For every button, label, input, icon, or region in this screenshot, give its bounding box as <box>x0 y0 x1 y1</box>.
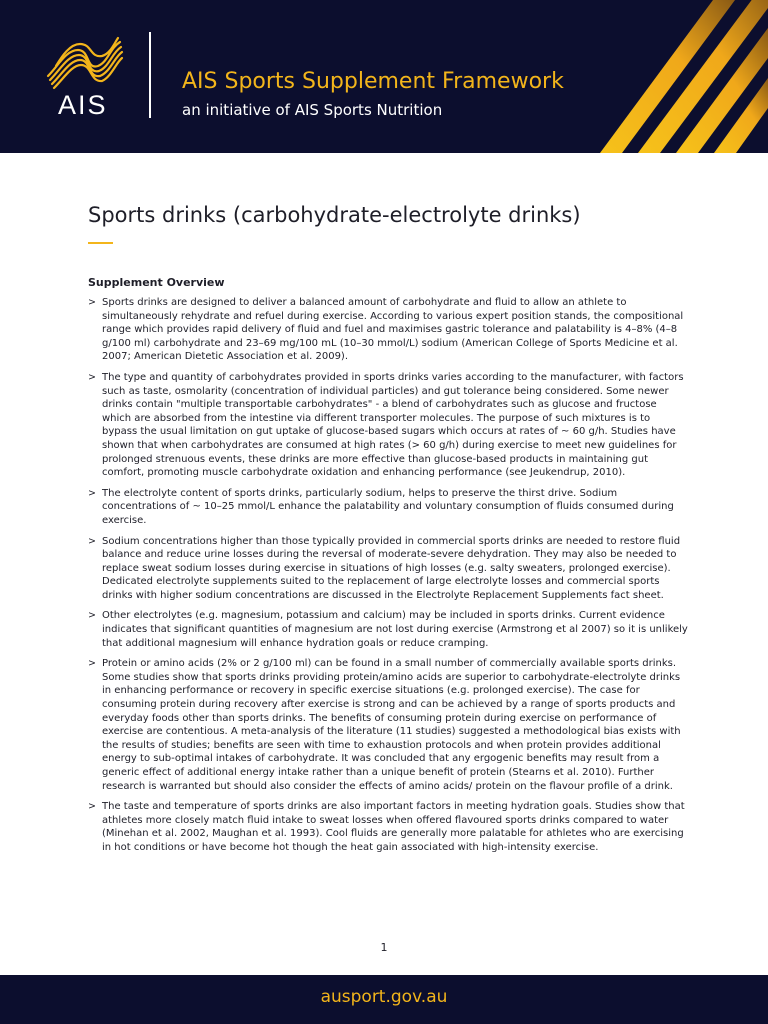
list-item: > The taste and temperature of sports drinks are also important factors in meeting hydration goals. Studies show that athletes more closely match fluid intake to sweat losses when offered flavoured sports drinks compared to water (Minehan et al. 2002, Maughan et al. 1993). Cool fluids are generally more palatable for athletes who are exercising in hot conditions or have become hot though the heat gain associated with high-intensity exercise. <box>88 800 688 854</box>
header-divider <box>149 32 151 118</box>
list-item: > The electrolyte content of sports drinks, particularly sodium, helps to preserve the thirst drive. Sodium concentrations of ~ 10–25 mmol/L enhance the palatability and voluntary consumption of fluids consumed during exercise. <box>88 487 688 528</box>
list-item: > Sodium concentrations higher than those typically provided in commercial sports drinks are needed to restore fluid balance and reduce urine losses during the reversal of moderate-severe dehydration. They may also be needed to replace sweat sodium losses during exercise in situations of high losses (e.g. salty sweaters, prolonged exercise). Dedicated electrolyte supplements suited to the replacement of large electrolyte losses and commercial sports drinks with higher sodium concentrations are discussed in the Electrolyte Replacement Supplements fact sheet. <box>88 535 688 603</box>
title-underline <box>88 242 113 244</box>
page-footer <box>0 975 768 1024</box>
list-item: > Sports drinks are designed to deliver a balanced amount of carbohydrate and fluid to allow an athlete to simultaneously rehydrate and refuel during exercise. According to various expert position stands, the compositional range which provides rapid delivery of fluid and fuel and maximises gastric tolerance and palatability is 4–8% (4–8 g/100 ml) carbohydrate and 23–69 mg/100 mL (10–30 mmol/L) sodium (American College of Sports Medicine et al. 2007; American Dietetic Association et al. 2009). <box>88 296 688 364</box>
header-title: AIS Sports Supplement Framework <box>182 69 564 94</box>
list-item: > The type and quantity of carbohydrates provided in sports drinks varies according to the manufacturer, with factors such as taste, osmolarity (concentration of individual particles) and gut tolerance being considered. Some newer drinks contain "multiple transportable carbohydrates" - a blend of carbohydrates such as glucose and fructose which are absorbed from the intestine via different transporter molecules. The purpose of such mixtures is to bypass the usual limitation on gut uptake of glucose-based sugars which occurs at rates of ~ 60 g/h. Studies have shown that when carbohydrates are consumed at high rates (> 60 g/h) during exercise to meet new guidelines for prolonged strenuous events, these drinks are more effective than glucose-based products in maintaining gut comfort, promoting muscle carbohydrate oxidation and enhancing performance (see Jeukendrup, 2010). <box>88 371 688 480</box>
section-heading: Supplement Overview <box>88 276 225 289</box>
ais-logo-icon <box>44 36 124 92</box>
decorative-stripes <box>560 0 768 153</box>
page-number: 1 <box>380 941 388 954</box>
logo-text: AIS <box>58 90 108 120</box>
list-item: > Protein or amino acids (2% or 2 g/100 ml) can be found in a small number of commercially available sports drinks. Some studies show that sports drinks providing protein/amino acids are superior to carbohydrate-electrolyte drinks in enhancing performance or recovery in specific exercise situations (e.g. prolonged exercise). The case for consuming protein during recovery after exercise is strong and can be achieved by a range of sports products and everyday foods other than sports drinks. The benefits of consuming protein during exercise on performance of exercise are contentious. A meta-analysis of the literature (11 studies) suggested a methodological bias exists with the results of studies; benefits are seen with time to exhaustion protocols and when protein provides additional energy to sub-optimal intakes of carbohydrate. It was concluded that any ergogenic benefits may result from a generic effect of additional energy intake rather than a unique benefit of protein (Stearns et al. 2010). Further research is warranted but should also consider the effects of amino acids/ protein on the flavour profile of a drink. <box>88 657 688 793</box>
overview-list <box>88 296 688 862</box>
header-subtitle: an initiative of AIS Sports Nutrition <box>182 101 443 119</box>
page-header <box>0 0 768 153</box>
page-title: Sports drinks (carbohydrate-electrolyte drinks) <box>88 203 581 227</box>
footer-link[interactable]: ausport.gov.au <box>320 987 448 1007</box>
list-item: > Other electrolytes (e.g. magnesium, potassium and calcium) may be included in sports drinks. Current evidence indicates that significant quantities of magnesium are not lost during exercise (Armstrong et al 2007) so it is unlikely that additional magnesium will enhance hydration goals or reduce cramping. <box>88 609 688 650</box>
